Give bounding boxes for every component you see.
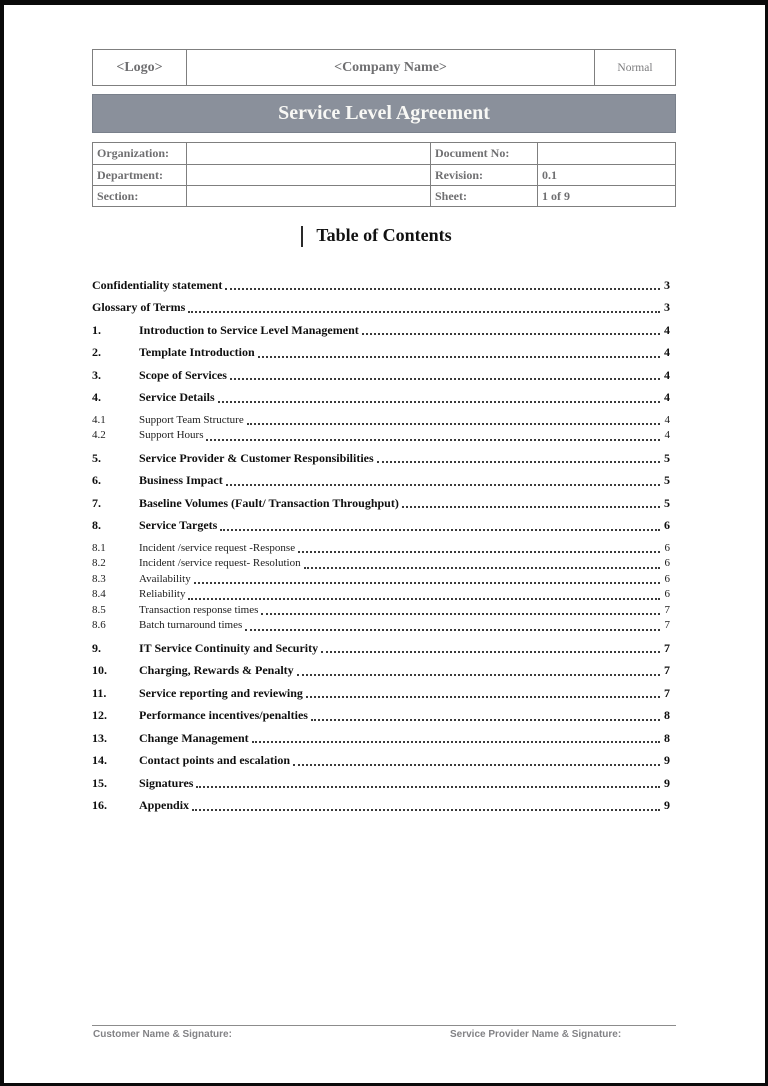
toc-entry[interactable]	[92, 603, 670, 618]
toc-entry-number: 10.	[92, 663, 107, 677]
toc-entry-title: Support Hours	[139, 429, 204, 441]
toc-entry-page: 5	[664, 495, 670, 510]
toc-entry-page: 9	[664, 753, 670, 767]
toc-entry[interactable]	[92, 413, 670, 428]
toc-dot-leader	[374, 451, 663, 466]
toc-entry-title: Performance incentives/penalties	[139, 708, 308, 722]
toc-entry-title: Change Management	[139, 730, 249, 745]
toc-entry-number: 14.	[92, 753, 107, 767]
document-header-table	[92, 49, 676, 86]
toc-entry-title: Availability	[139, 572, 191, 585]
toc-entry[interactable]	[92, 473, 670, 488]
toc-dot-leader	[191, 572, 663, 587]
toc-entry-title: Charging, Rewards & Penalty	[139, 663, 294, 677]
toc-entry-title: Signatures	[139, 775, 194, 790]
toc-entry[interactable]	[92, 663, 670, 678]
department-label: Department:	[97, 168, 163, 182]
toc-entry[interactable]	[92, 556, 670, 571]
toc-entry-title: Introduction to Service Level Management	[139, 322, 359, 337]
toc-entry-page: 7	[664, 640, 670, 655]
toc-entry[interactable]	[92, 776, 670, 791]
toc-dot-leader	[308, 708, 663, 723]
toc-entry[interactable]	[92, 618, 670, 633]
toc-dot-leader	[223, 473, 663, 488]
toc-dot-leader	[193, 776, 663, 791]
sheet-value[interactable]: 1 of 9	[537, 186, 675, 206]
toc-entry-title: Service Provider & Customer Responsibilities	[139, 450, 374, 465]
toc-entry[interactable]	[92, 753, 670, 768]
logo-placeholder-cell[interactable]	[93, 50, 186, 85]
toc-entry-number: 8.	[92, 518, 101, 532]
toc-dot-leader	[215, 390, 663, 405]
toc-entry-number: 13.	[92, 730, 107, 745]
toc-dot-leader	[244, 413, 663, 428]
toc-entry-number: 3.	[92, 367, 101, 382]
toc-entry-title: Reliability	[139, 588, 186, 600]
toc-entry-number: 8.3	[92, 572, 106, 585]
toc-entry-page: 6	[664, 518, 670, 532]
toc-entry-number: 5.	[92, 450, 101, 465]
toc-entry-title: Contact points and escalation	[139, 753, 291, 767]
toc-entry-number: 9.	[92, 640, 101, 655]
toc-entry-number: 6.	[92, 473, 101, 487]
toc-dot-leader	[318, 641, 663, 656]
toc-dot-leader	[399, 496, 663, 511]
toc-entry-number: 11.	[92, 685, 107, 700]
toc-dot-leader	[255, 345, 663, 360]
toc-entry-number: 8.4	[92, 588, 106, 600]
toc-entry-page: 5	[664, 473, 670, 487]
toc-entry-page: 3	[664, 277, 670, 292]
document-no-label: Document No:	[430, 143, 537, 164]
toc-entry-title: Service Targets	[139, 518, 218, 532]
toc-entry-page: 3	[664, 300, 670, 314]
toc-entry-title: IT Service Continuity and Security	[139, 640, 319, 655]
toc-entry-number: 16.	[92, 798, 107, 812]
toc-entry-title: Service reporting and reviewing	[139, 685, 303, 700]
document-page	[4, 5, 765, 1083]
toc-dot-leader	[242, 618, 663, 633]
toc-entry-title: Support Team Structure	[139, 413, 244, 426]
toc-entry-title: Template Introduction	[139, 345, 255, 359]
toc-entry-number: 4.1	[92, 413, 106, 426]
info-row-department	[93, 164, 675, 185]
toc-dot-leader	[294, 663, 663, 678]
toc-dot-leader	[227, 368, 663, 383]
toc-entry[interactable]	[92, 541, 670, 556]
toc-entry-page: 6	[664, 572, 670, 585]
toc-entry-page: 7	[664, 619, 670, 631]
toc-dot-leader	[301, 556, 663, 571]
toc-entry-page: 4	[664, 322, 670, 337]
toc-entry-page: 4	[664, 429, 670, 441]
toc-entry[interactable]	[92, 428, 670, 443]
toc-entry-number: 1.	[92, 322, 101, 337]
toc-dot-leader	[359, 323, 663, 338]
document-title: Service Level Agreement	[278, 102, 490, 124]
toc-entry-number: 4.	[92, 390, 101, 404]
section-label: Section:	[97, 189, 139, 203]
toc-dot-leader	[185, 587, 663, 602]
toc-entry-page: 4	[664, 413, 670, 426]
organization-label: Organization:	[97, 146, 169, 160]
toc-entry[interactable]	[92, 496, 670, 511]
toc-entry-title: Confidentiality statement	[92, 277, 223, 292]
department-value[interactable]	[186, 165, 430, 185]
organization-value[interactable]	[186, 143, 430, 164]
doc-type-cell[interactable]	[595, 50, 675, 85]
toc-entry-page: 8	[664, 730, 670, 745]
toc-entry[interactable]	[92, 708, 670, 723]
toc-entry[interactable]	[92, 518, 670, 533]
toc-dot-leader	[203, 428, 663, 443]
toc-entry-title: Incident /service request- Resolution	[139, 557, 301, 569]
toc-entry[interactable]	[92, 572, 670, 587]
toc-entry-number: 8.6	[92, 619, 106, 631]
sheet-label: Sheet:	[430, 186, 537, 206]
toc-entry-title: Batch turnaround times	[139, 619, 243, 631]
footer	[92, 1029, 676, 1045]
toc-entry-number: 7.	[92, 495, 101, 510]
toc-entry[interactable]	[92, 451, 670, 466]
toc-entry[interactable]	[92, 345, 670, 360]
toc-entry[interactable]	[92, 368, 670, 383]
footer-divider	[92, 1025, 676, 1026]
toc-entry-page: 9	[664, 798, 670, 812]
toc-entry-number: 12.	[92, 708, 107, 722]
toc-entry-page: 9	[664, 775, 670, 790]
toc-dot-leader	[303, 686, 663, 701]
toc-entry-number: 2.	[92, 345, 101, 359]
toc-entry-page: 7	[664, 603, 670, 616]
toc-entry[interactable]	[92, 587, 670, 602]
toc-entry-title: Service Details	[139, 390, 215, 404]
document-title-banner	[92, 94, 676, 133]
toc-entry-title: Glossary of Terms	[92, 300, 186, 314]
document-info-table	[92, 142, 676, 207]
toc-entry[interactable]	[92, 686, 670, 701]
section-value[interactable]	[186, 186, 430, 206]
toc-entry-page: 6	[664, 541, 670, 554]
toc-entry-number: 8.5	[92, 603, 106, 616]
toc-heading: Table of Contents	[316, 225, 452, 245]
toc-dot-leader	[189, 798, 663, 813]
toc-entry[interactable]	[92, 300, 670, 315]
toc-entry-page: 4	[664, 345, 670, 359]
customer-signature-label: Customer Name & Signature:	[93, 1029, 232, 1040]
logo-placeholder-label: <Logo>	[116, 59, 163, 75]
toc-entry-number: 15.	[92, 775, 107, 790]
toc-entry[interactable]	[92, 390, 670, 405]
toc-dot-leader	[295, 541, 663, 556]
toc-entry[interactable]	[92, 323, 670, 338]
toc-list	[92, 270, 670, 821]
toc-entry-page: 5	[664, 450, 670, 465]
provider-signature-label: Service Provider Name & Signature:	[450, 1029, 622, 1040]
toc-entry-page: 4	[664, 390, 670, 404]
toc-entry-title: Incident /service request -Response	[139, 541, 296, 554]
toc-dot-leader	[185, 300, 663, 315]
toc-dot-leader	[290, 753, 663, 768]
toc-dot-leader	[258, 603, 663, 618]
toc-entry[interactable]	[92, 278, 670, 293]
toc-entry[interactable]	[92, 641, 670, 656]
info-row-organization	[93, 143, 675, 164]
toc-entry-page: 6	[664, 557, 670, 569]
toc-entry-number: 8.2	[92, 557, 106, 569]
toc-entry-title: Baseline Volumes (Fault/ Transaction Throughput)	[139, 495, 399, 510]
toc-entry[interactable]	[92, 798, 670, 813]
toc-entry[interactable]	[92, 731, 670, 746]
toc-entry-page: 8	[664, 708, 670, 722]
revision-value[interactable]: 0.1	[537, 165, 675, 185]
toc-entry-page: 6	[664, 588, 670, 600]
toc-entry-page: 4	[664, 367, 670, 382]
info-row-section	[93, 185, 675, 206]
toc-dot-leader	[249, 731, 663, 746]
revision-label: Revision:	[430, 165, 537, 185]
toc-entry-title: Appendix	[139, 798, 190, 812]
toc-entry-number: 8.1	[92, 541, 106, 554]
company-name-cell[interactable]	[186, 50, 595, 85]
toc-entry-page: 7	[664, 685, 670, 700]
toc-entry-page: 7	[664, 663, 670, 677]
doc-type-label: Normal	[617, 61, 653, 74]
toc-entry-number: 4.2	[92, 429, 106, 441]
document-no-value[interactable]	[537, 143, 675, 164]
toc-entry-title: Scope of Services	[139, 367, 227, 382]
toc-dot-leader	[217, 518, 663, 533]
toc-dot-leader	[222, 278, 663, 293]
company-name-label: <Company Name>	[334, 59, 447, 75]
toc-entry-title: Transaction response times	[139, 603, 259, 616]
toc-entry-title: Business Impact	[139, 473, 223, 487]
